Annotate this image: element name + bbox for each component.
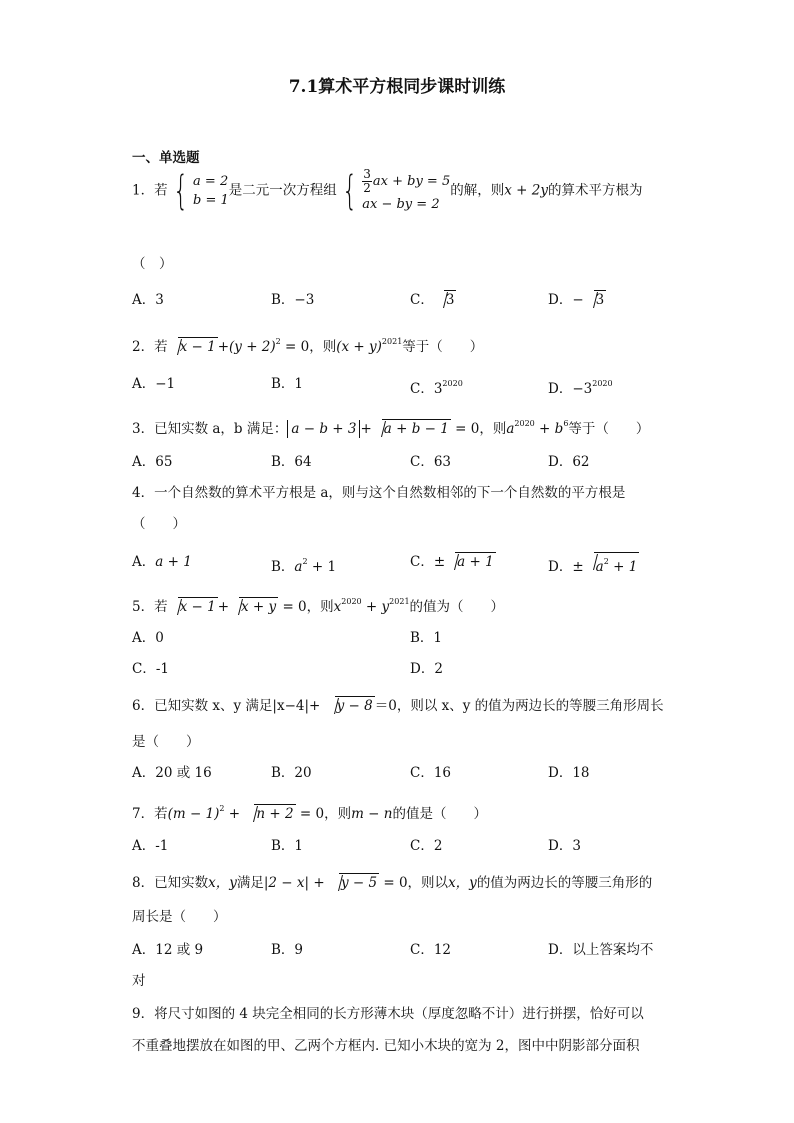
q2-option-c: C．$3^{2020}$ bbox=[410, 379, 463, 397]
q1-solution-system: a = 2 b = 1 bbox=[193, 174, 229, 208]
q6-option-c: C．16 bbox=[410, 765, 452, 781]
question-6-line2: 是（ ） bbox=[132, 734, 200, 750]
q4-option-c: C．± a + 1 bbox=[410, 554, 494, 570]
q1-option-d: D．− 3 bbox=[548, 292, 605, 308]
q3-option-a: A．65 bbox=[132, 454, 173, 470]
q5-option-c: C．-1 bbox=[132, 661, 169, 677]
q5-option-a: A．0 bbox=[132, 630, 164, 646]
q1-option-b: B．−3 bbox=[271, 292, 315, 308]
question-1-paren: （ ） bbox=[132, 256, 173, 272]
question-1: 1．若 { a = 2 b = 1 是二元一次方程组 { $\frac{3}{2}$ ax + by = 5 ax − by = 2 的解，则x + 2y的算术平方根为 bbox=[132, 167, 643, 214]
q8-option-d: D．以上答案均不 bbox=[548, 942, 654, 958]
question-9-line1: 9．将尺寸如图的 4 块完全相同的长方形薄木块（厚度忽略不计）进行拼摆，恰好可以 bbox=[132, 1006, 644, 1022]
question-2: 2．若 $x - 1 +(y + 2)^2 = 0$，则$(x + y)^{2021}$等于（ ） bbox=[132, 337, 484, 355]
q3-option-c: C．63 bbox=[410, 454, 452, 470]
q8-option-d-wrap: 对 bbox=[132, 973, 146, 989]
question-3: 3．已知实数 a，b 满足： a − b + 3 + a + b − 1 = 0，则$a^{2020} + b^6$等于（ ） bbox=[132, 419, 650, 437]
q4-option-b: B．$a^2 + 1$ bbox=[271, 557, 337, 575]
q7-option-c: C．2 bbox=[410, 838, 443, 854]
question-9-line2: 不重叠地摆放在如图的甲、乙两个方框内. 已知小木块的宽为 2，图中中阴影部分面积 bbox=[132, 1038, 640, 1054]
q3-option-d: D．62 bbox=[548, 454, 590, 470]
question-4-paren: （ ） bbox=[132, 516, 186, 532]
section-heading: 一、单选题 bbox=[132, 150, 200, 166]
q2-option-b: B．1 bbox=[271, 376, 304, 392]
question-8: 8．已知实数x，y满足|2 − x| + y − 5 = 0，则以x，y的值为两边长的等腰三角形的 bbox=[132, 875, 653, 891]
q8-option-b: B．9 bbox=[271, 942, 304, 958]
q2-option-d: D．$-3^{2020}$ bbox=[548, 379, 613, 397]
q1-equation-system: $\frac{3}{2}$ ax + by = 5 ax − by = 2 bbox=[362, 167, 451, 212]
q7-option-a: A．-1 bbox=[132, 838, 169, 854]
question-4: 4．一个自然数的算术平方根是 a，则与这个自然数相邻的下一个自然数的平方根是 bbox=[132, 485, 626, 501]
q1-option-a: A．3 bbox=[132, 292, 164, 308]
question-7: 7．若$(m - 1)^2 + n + 2 = 0$，则m − n的值是（ ） bbox=[132, 804, 487, 822]
q8-option-c: C．12 bbox=[410, 942, 452, 958]
question-6: 6．已知实数 x、y 满足|x−4|+ y − 8 ＝0，则以 x、y 的值为两边长的等腰三角形周长 bbox=[132, 698, 664, 714]
q6-option-b: B．20 bbox=[271, 765, 312, 781]
q5-option-b: B．1 bbox=[410, 630, 443, 646]
q6-option-a: A．20 或 16 bbox=[132, 765, 212, 781]
question-5: 5．若 x − 1 + x + y = 0，则$x^{2020} + y^{2021}$的值为（ ） bbox=[132, 597, 505, 615]
q8-option-a: A．12 或 9 bbox=[132, 942, 204, 958]
q3-option-b: B．64 bbox=[271, 454, 312, 470]
q6-option-d: D．18 bbox=[548, 765, 590, 781]
q7-option-d: D．3 bbox=[548, 838, 581, 854]
q1-option-c: C． 3 bbox=[410, 292, 455, 308]
question-8-line2: 周长是（ ） bbox=[132, 909, 227, 925]
q4-option-d: D．± $a^2 + 1$ bbox=[548, 552, 639, 577]
q5-option-d: D．2 bbox=[410, 661, 443, 677]
page-title: 7.1算术平方根同步课时训练 bbox=[288, 77, 506, 97]
q4-option-a: A．a + 1 bbox=[132, 554, 192, 570]
q7-option-b: B．1 bbox=[271, 838, 304, 854]
q2-option-a: A．−1 bbox=[132, 376, 176, 392]
